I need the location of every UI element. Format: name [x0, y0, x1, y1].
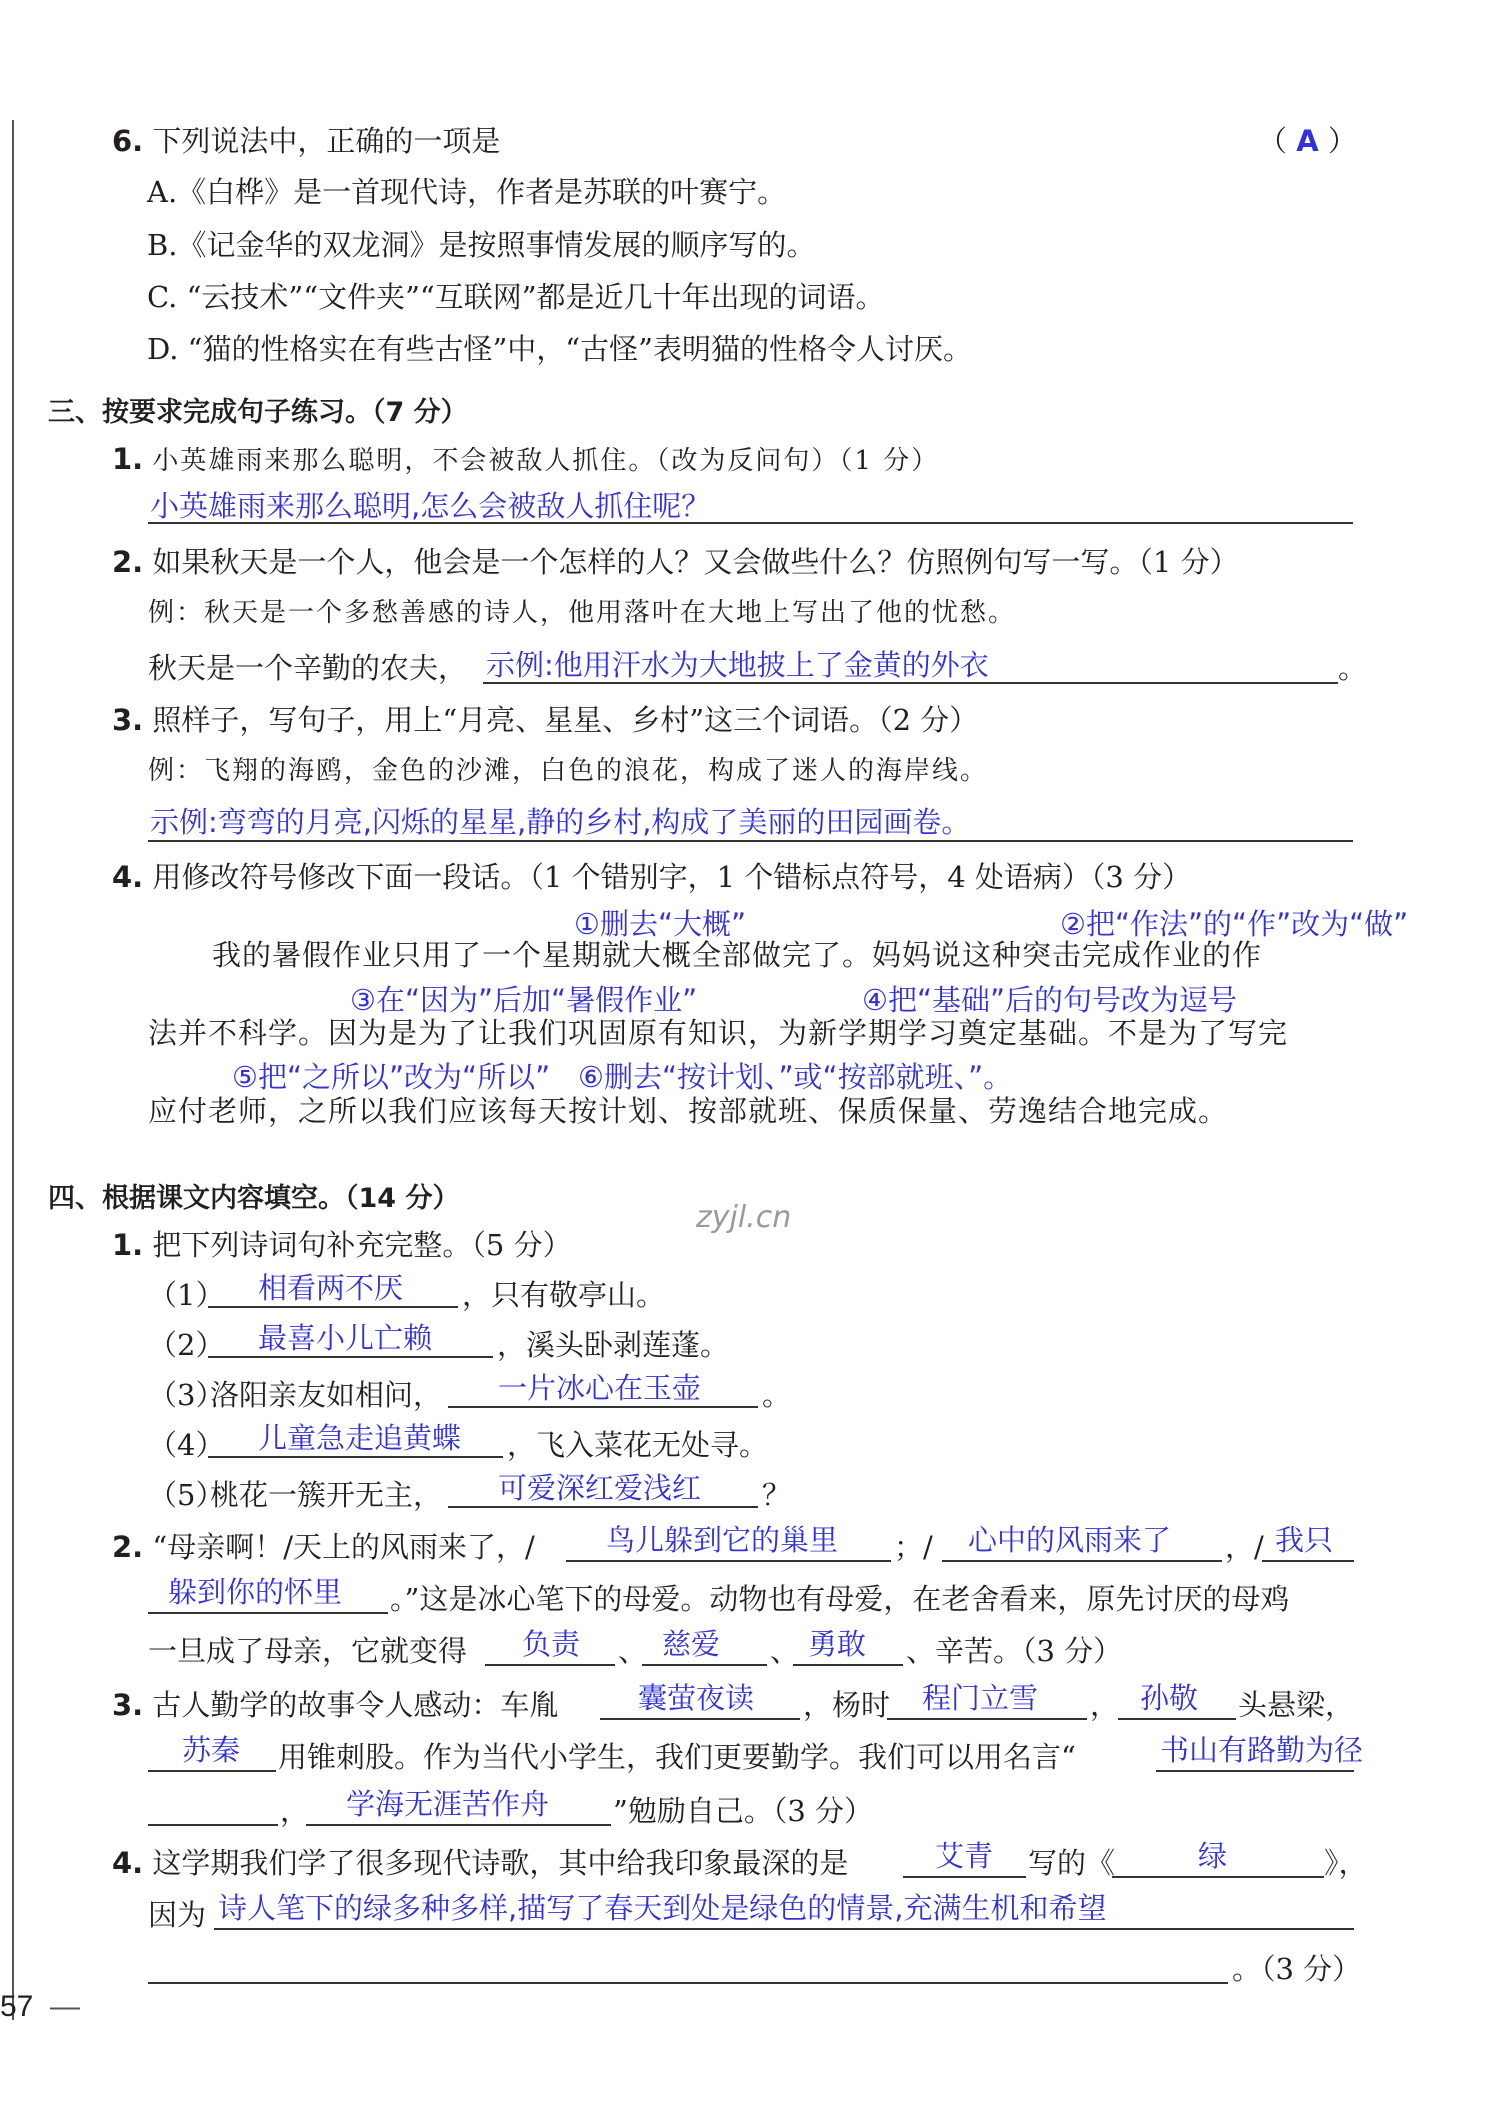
s4-q2-answer-6: 慈爱 — [662, 1627, 721, 1661]
s4-q3-answer-4: 苏秦 — [182, 1733, 241, 1767]
s3-q3-example: 例：飞翔的海鸥，金色的沙滩，白色的浪花，构成了迷人的海岸线。 — [148, 756, 989, 786]
q6-option-a: A.《白桦》是一首现代诗，作者是苏联的叶赛宁。 — [147, 175, 787, 209]
poem-item-4-line — [208, 1456, 503, 1458]
poem-item-4-answer: 儿童急走追黄蝶 — [258, 1421, 462, 1455]
s4-q3-line-a5 — [1156, 1770, 1354, 1772]
s4-q2-text-4: 。”这是冰心笔下的母爱。动物也有母爱，在老舍看来，原先讨厌的母鸡 — [390, 1582, 1290, 1616]
s4-q2-answer-3: 我只 — [1275, 1523, 1334, 1557]
poem-item-4-label: （4） — [148, 1428, 225, 1462]
page-number: 57 — [0, 1990, 34, 2023]
q6-option-b: B.《记金华的双龙洞》是按照事情发展的顺序写的。 — [147, 228, 816, 262]
poem-item-5-answer: 可爱深红爱浅红 — [498, 1471, 702, 1505]
s4-q4-answer-3: 诗人笔下的绿多种多样,描写了春天到处是绿色的情景,充满生机和希望 — [218, 1891, 1107, 1925]
s3-q4-correction-2: ②把“作法”的“作”改为“做” — [1060, 907, 1409, 941]
s4-q1-text: 把下列诗词句补充完整。（5 分） — [152, 1228, 572, 1262]
s4-q2-sep-2: 、 — [770, 1634, 800, 1668]
s3-q4-correction-4: ④把“基础”后的句号改为逗号 — [862, 983, 1238, 1017]
s3-q1-answer: 小英雄雨来那么聪明,怎么会被敌人抓住呢？ — [150, 489, 711, 523]
s4-q4-answer-1: 艾青 — [935, 1839, 994, 1873]
s4-q3-text-1: 古人勤学的故事令人感动：车胤 — [152, 1688, 559, 1722]
s4-q2-answer-4: 躲到你的怀里 — [168, 1575, 343, 1609]
poem-item-3-answer: 一片冰心在玉壶 — [498, 1371, 702, 1405]
s4-q2-number: 2. — [112, 1530, 144, 1564]
s4-q3-line-1-start — [112, 1688, 558, 1723]
poem-item-2-label: （2） — [148, 1328, 225, 1362]
poem-item-3-label: （3） — [148, 1378, 225, 1412]
s3-q2-prefix: 秋天是一个辛勤的农夫， — [148, 651, 468, 685]
poem-item-3-line — [448, 1406, 758, 1408]
poem-item-5-line — [448, 1506, 758, 1508]
s4-q2-answer-5: 负责 — [522, 1627, 581, 1661]
s3-q3-answer: 示例:弯弯的月亮,闪烁的星星,静的乡村,构成了美丽的田园画卷。 — [150, 805, 971, 839]
s4-q4-line-a1 — [903, 1876, 1026, 1878]
s3-q2-example: 例：秋天是一个多愁善感的诗人，他用落叶在大地上写出了他的忧愁。 — [148, 598, 1017, 628]
s4-q2-text-6: 、辛苦。（3 分） — [906, 1634, 1123, 1668]
s3-q4-text: 用修改符号修改下面一段话。（1 个错别字，1 个错标点符号，4 处语病）（3 分） — [152, 860, 1192, 894]
s4-q2-text-3: ，/ — [1225, 1530, 1264, 1564]
s4-q4-answer-2: 绿 — [1198, 1839, 1228, 1873]
q6-answer: A — [1296, 124, 1319, 158]
s4-q2-answer-1: 鸟儿躲到它的巢里 — [606, 1523, 839, 1557]
q6-stem-text: 下列说法中，正确的一项是 — [152, 124, 501, 158]
s3-q4-paragraph-line-1: 我的暑假作业只用了一个星期就大概全部做完了。妈妈说这种突击完成作业的作 — [212, 938, 1263, 972]
s4-q1 — [112, 1228, 572, 1263]
s3-q3-text: 照样子，写句子，用上“月亮、星星、乡村”这三个词语。（2 分） — [152, 703, 979, 737]
q6-answer-box — [1258, 124, 1357, 159]
q6-number: 6. — [112, 124, 144, 158]
s3-q4-correction-3: ③在“因为”后加“暑假作业” — [350, 983, 698, 1017]
q6-bracket-open: （ — [1258, 124, 1288, 158]
s3-q1-answer-line — [148, 522, 1353, 524]
s4-q3-line-a1 — [600, 1718, 800, 1720]
s3-q3 — [112, 703, 978, 738]
s3-q1-number: 1. — [112, 442, 144, 476]
poem-item-1-answer: 相看两不厌 — [258, 1271, 404, 1305]
s4-q4-text-1: 这学期我们学了很多现代诗歌，其中给我印象最深的是 — [152, 1846, 849, 1880]
s4-q4-line-a2 — [1112, 1876, 1324, 1878]
s3-q2-answer-line — [483, 682, 1338, 684]
s4-q2-line-a6 — [642, 1664, 767, 1666]
s4-q2-text-1: “母亲啊！/天上的风雨来了，/ — [152, 1530, 535, 1564]
s3-q4-correction-6: ⑥删去“按计划、”或“按部就班、”。 — [578, 1060, 1013, 1094]
s4-q3-line-a4 — [148, 1770, 276, 1772]
s4-q4-number: 4. — [112, 1846, 144, 1880]
s3-q4-paragraph-line-3: 应付老师，之所以我们应该每天按计划、按部就班、保质保量、劳逸结合地完成。 — [148, 1094, 1229, 1128]
poem-item-1-label: （1） — [148, 1278, 225, 1312]
s3-q3-number: 3. — [112, 703, 144, 737]
s4-q3-text-5: 用锥刺股。作为当代小学生，我们更要勤学。我们可以用名言“ — [278, 1740, 1076, 1774]
poem-item-5-label: （5） — [148, 1478, 225, 1512]
s4-q4-text-5: 。（3 分） — [1232, 1952, 1362, 1986]
s4-q2-answer-7: 勇敢 — [808, 1627, 867, 1661]
s4-q3-line-a2 — [887, 1718, 1087, 1720]
s3-q4-correction-1: ①删去“大概” — [574, 907, 747, 941]
s4-q2-line-1-start — [112, 1530, 535, 1565]
s3-q2 — [112, 545, 1239, 580]
s4-q4-line-a3-cont — [148, 1982, 1228, 1984]
s3-q4-paragraph-line-2: 法并不科学。因为是为了让我们巩固原有知识，为新学期学习奠定基础。不是为了写完 — [148, 1016, 1289, 1050]
poem-item-3-before: 洛阳亲友如相问， — [210, 1378, 443, 1412]
q6-option-d: D. “猫的性格实在有些古怪”中，“古怪”表明猫的性格令人讨厌。 — [147, 332, 972, 366]
s4-q3-number: 3. — [112, 1688, 144, 1722]
s3-q4 — [112, 860, 1191, 895]
page-dash: — — [50, 1990, 80, 2023]
poem-item-1-after: ，只有敬亭山。 — [462, 1278, 666, 1312]
poem-item-3-after: 。 — [762, 1378, 792, 1412]
s3-q1 — [112, 442, 939, 477]
s4-q2-line-a5 — [485, 1664, 615, 1666]
s4-q4-line-a3 — [214, 1928, 1354, 1930]
s4-q4-text-2: 写的《 — [1028, 1846, 1116, 1880]
s4-q3-text-7: ”勉励自己。（3 分） — [613, 1794, 873, 1828]
q6-option-c: C. “云技术”“文件夹”“互联网”都是近几十年出现的词语。 — [147, 280, 885, 314]
s4-q2-line-a1 — [566, 1560, 891, 1562]
s4-q3-answer-6: 学海无涯苦作舟 — [346, 1787, 550, 1821]
s4-q3-line-a5-cont — [148, 1824, 278, 1826]
s4-q2-line-a4 — [148, 1612, 388, 1614]
s4-q2-line-a3 — [1262, 1560, 1354, 1562]
s3-q2-end: 。 — [1338, 651, 1368, 685]
s3-q4-number: 4. — [112, 860, 144, 894]
s4-q2-line-a2 — [942, 1560, 1222, 1562]
poem-item-5-before: 桃花一簇开无主， — [210, 1478, 443, 1512]
q6-stem — [112, 124, 500, 159]
s4-q3-answer-2: 程门立雪 — [922, 1681, 1039, 1715]
s4-q1-number: 1. — [112, 1228, 144, 1262]
section-4-title: 四、根据课文内容填空。（14 分） — [48, 1183, 460, 1214]
margin-rule — [12, 120, 14, 2020]
s4-q3-text-3: ， — [1090, 1688, 1120, 1722]
s3-q2-answer: 示例:他用汗水为大地披上了金黄的外衣 — [486, 648, 989, 682]
poem-item-2-line — [208, 1356, 493, 1358]
poem-item-2-after: ，溪头卧剥莲蓬。 — [497, 1328, 730, 1362]
s4-q2-text-5: 一旦成了母亲，它就变得 — [148, 1634, 468, 1668]
s4-q3-answer-1: 囊萤夜读 — [638, 1681, 755, 1715]
s4-q4-text-4: 因为 — [148, 1898, 207, 1932]
poem-item-2-answer: 最喜小儿亡赖 — [258, 1321, 433, 1355]
s4-q3-answer-5: 书山有路勤为径 — [1160, 1733, 1364, 1767]
section-3-title: 三、按要求完成句子练习。（7 分） — [48, 397, 468, 428]
poem-item-5-after: ？ — [762, 1478, 792, 1512]
poem-item-1-line — [208, 1306, 458, 1308]
s4-q3-text-6: ， — [280, 1794, 310, 1828]
s4-q3-line-a6 — [306, 1824, 611, 1826]
s3-q1-text: 小英雄雨来那么聪明，不会被敌人抓住。（改为反问句）（1 分） — [152, 446, 940, 476]
s4-q2-sep-1: 、 — [618, 1634, 648, 1668]
s4-q4-line-1-start — [112, 1846, 848, 1881]
s4-q2-line-a7 — [793, 1664, 903, 1666]
s3-q3-answer-line — [148, 840, 1353, 842]
s3-q2-number: 2. — [112, 545, 144, 579]
s4-q3-text-4: 头悬梁， — [1238, 1688, 1355, 1722]
q6-bracket-close: ） — [1327, 124, 1357, 158]
poem-item-4-after: ，飞入菜花无处寻。 — [507, 1428, 769, 1462]
s4-q4-text-3: 》， — [1324, 1846, 1368, 1880]
s4-q2-text-2: ；/ — [894, 1530, 933, 1564]
s4-q3-text-2: ，杨时 — [803, 1688, 891, 1722]
s4-q2-answer-2: 心中的风雨来了 — [968, 1523, 1172, 1557]
s3-q4-correction-5: ⑤把“之所以”改为“所以” — [232, 1060, 551, 1094]
s4-q3-line-a3 — [1118, 1718, 1236, 1720]
watermark: zyjl.cn — [696, 1200, 792, 1235]
s4-q3-answer-3: 孙敬 — [1140, 1681, 1199, 1715]
s3-q2-text: 如果秋天是一个人，他会是一个怎样的人？又会做些什么？仿照例句写一写。（1 分） — [152, 545, 1239, 579]
